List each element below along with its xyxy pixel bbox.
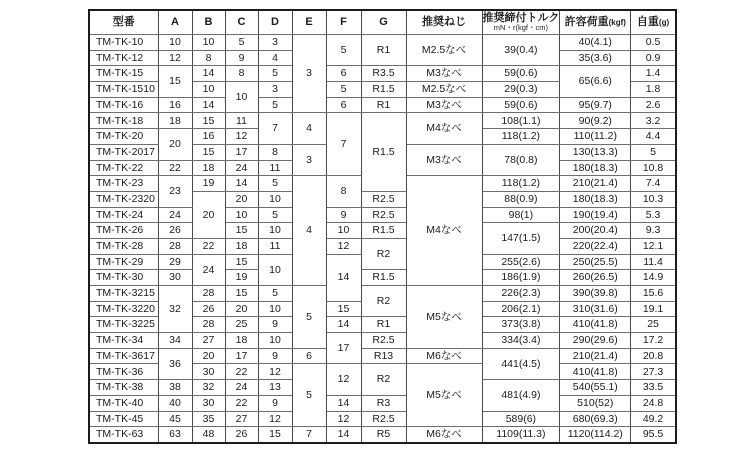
cell-load: 180(18.3) <box>560 160 631 176</box>
cell-b: 10 <box>192 35 225 51</box>
cell-load: 130(13.3) <box>560 144 631 160</box>
cell-model: TM-TK-12 <box>89 50 158 66</box>
cell-g: R1.5 <box>361 82 406 98</box>
cell-b: 15 <box>192 113 225 129</box>
cell-load: 540(55.1) <box>560 380 631 396</box>
cell-c: 17 <box>225 144 258 160</box>
cell-b: 19 <box>192 176 225 192</box>
cell-c: 15 <box>225 254 258 270</box>
cell-weight: 4.4 <box>631 129 676 145</box>
cell-b: 10 <box>192 82 225 98</box>
cell-c: 8 <box>225 66 258 82</box>
cell-weight: 11.4 <box>631 254 676 270</box>
cell-d: 10 <box>258 254 292 285</box>
cell-model: TM-TK-1510 <box>89 82 158 98</box>
cell-g: R1 <box>361 317 406 333</box>
cell-b: 28 <box>192 317 225 333</box>
cell-load: 410(41.8) <box>560 364 631 380</box>
spec-table <box>88 9 677 444</box>
cell-b: 16 <box>192 129 225 145</box>
cell-d: 10 <box>258 191 292 207</box>
cell-weight: 25 <box>631 317 676 333</box>
col-header-b: B <box>192 10 225 35</box>
weight-header-unit: (g) <box>658 17 670 27</box>
cell-model: TM-TK-18 <box>89 113 158 129</box>
cell-f: 12 <box>326 238 361 254</box>
cell-f: 14 <box>326 317 361 333</box>
cell-torque: 226(2.3) <box>482 286 560 302</box>
cell-g: R2.5 <box>361 207 406 223</box>
table-row <box>89 270 676 286</box>
cell-a: 10 <box>158 35 192 51</box>
cell-a: 22 <box>158 160 192 176</box>
cell-b: 22 <box>192 238 225 254</box>
col-header-weight <box>631 10 676 35</box>
cell-g: R1.5 <box>361 270 406 286</box>
cell-d: 12 <box>258 364 292 380</box>
cell-f: 5 <box>326 82 361 98</box>
cell-b: 20 <box>192 348 225 364</box>
table-row <box>89 35 676 51</box>
cell-load: 290(29.6) <box>560 333 631 349</box>
cell-c: 12 <box>225 129 258 145</box>
col-header-g: G <box>361 10 406 35</box>
cell-b: 28 <box>192 286 225 302</box>
cell-a: 30 <box>158 270 192 286</box>
cell-screw: M4なべ <box>406 176 482 286</box>
cell-torque: 78(0.8) <box>482 144 560 175</box>
cell-e: 5 <box>292 286 326 349</box>
cell-screw: M5なべ <box>406 364 482 427</box>
cell-c: 24 <box>225 160 258 176</box>
cell-weight: 20.8 <box>631 348 676 364</box>
cell-d: 12 <box>258 411 292 427</box>
spec-table-body <box>89 35 676 443</box>
cell-b: 32 <box>192 380 225 396</box>
cell-load: 260(26.5) <box>560 270 631 286</box>
header-row <box>89 10 676 35</box>
cell-b: 14 <box>192 66 225 82</box>
cell-g: R2 <box>361 238 406 269</box>
cell-d: 5 <box>258 176 292 192</box>
cell-e: 3 <box>292 35 326 113</box>
cell-load: 35(3.6) <box>560 50 631 66</box>
cell-load: 210(21.4) <box>560 176 631 192</box>
cell-weight: 5.3 <box>631 207 676 223</box>
cell-load: 1120(114.2) <box>560 427 631 443</box>
cell-f: 14 <box>326 427 361 443</box>
cell-load: 220(22.4) <box>560 238 631 254</box>
cell-torque: 334(3.4) <box>482 333 560 349</box>
cell-d: 5 <box>258 207 292 223</box>
cell-weight: 5 <box>631 144 676 160</box>
table-row <box>89 97 676 113</box>
cell-model: TM-TK-63 <box>89 427 158 443</box>
cell-c: 26 <box>225 427 258 443</box>
cell-screw: M2.5なべ <box>406 82 482 98</box>
cell-screw: M2.5なべ <box>406 35 482 66</box>
cell-g: R3 <box>361 395 406 411</box>
cell-d: 4 <box>258 50 292 66</box>
cell-d: 9 <box>258 348 292 364</box>
cell-load: 210(21.4) <box>560 348 631 364</box>
cell-c: 20 <box>225 301 258 317</box>
cell-f: 15 <box>326 301 361 317</box>
cell-weight: 15.6 <box>631 286 676 302</box>
cell-a: 15 <box>158 66 192 97</box>
col-header-model: 型番 <box>89 10 158 35</box>
cell-model: TM-TK-30 <box>89 270 158 286</box>
cell-a: 16 <box>158 97 192 113</box>
cell-b: 8 <box>192 50 225 66</box>
cell-g: R1.5 <box>361 223 406 239</box>
cell-f: 7 <box>326 113 361 176</box>
cell-a: 12 <box>158 50 192 66</box>
cell-load: 410(41.8) <box>560 317 631 333</box>
cell-model: TM-TK-24 <box>89 207 158 223</box>
cell-f: 10 <box>326 223 361 239</box>
cell-d: 9 <box>258 395 292 411</box>
cell-b: 14 <box>192 97 225 113</box>
cell-c: 18 <box>225 333 258 349</box>
cell-weight: 1.8 <box>631 82 676 98</box>
cell-g: R5 <box>361 427 406 443</box>
cell-a: 34 <box>158 333 192 349</box>
cell-b: 24 <box>192 254 225 285</box>
cell-f: 9 <box>326 207 361 223</box>
cell-weight: 1.4 <box>631 66 676 82</box>
cell-model: TM-TK-22 <box>89 160 158 176</box>
table-row <box>89 286 676 302</box>
cell-load: 180(18.3) <box>560 191 631 207</box>
cell-model: TM-TK-29 <box>89 254 158 270</box>
cell-load: 680(69.3) <box>560 411 631 427</box>
cell-f: 12 <box>326 411 361 427</box>
cell-c: 14 <box>225 176 258 192</box>
cell-f: 6 <box>326 66 361 82</box>
cell-d: 3 <box>258 82 292 98</box>
cell-model: TM-TK-3220 <box>89 301 158 317</box>
cell-torque: 589(6) <box>482 411 560 427</box>
cell-model: TM-TK-15 <box>89 66 158 82</box>
cell-load: 200(20.4) <box>560 223 631 239</box>
cell-load: 65(6.6) <box>560 66 631 97</box>
cell-e: 6 <box>292 348 326 364</box>
cell-model: TM-TK-28 <box>89 238 158 254</box>
cell-g: R1 <box>361 97 406 113</box>
cell-weight: 10.3 <box>631 191 676 207</box>
col-header-a: A <box>158 10 192 35</box>
cell-a: 23 <box>158 176 192 207</box>
cell-model: TM-TK-38 <box>89 380 158 396</box>
cell-c: 17 <box>225 348 258 364</box>
cell-weight: 7.4 <box>631 176 676 192</box>
cell-model: TM-TK-23 <box>89 176 158 192</box>
cell-d: 5 <box>258 97 292 113</box>
cell-load: 95(9.7) <box>560 97 631 113</box>
cell-model: TM-TK-40 <box>89 395 158 411</box>
cell-weight: 9.3 <box>631 223 676 239</box>
cell-d: 3 <box>258 35 292 51</box>
cell-g: R1 <box>361 35 406 66</box>
cell-d: 15 <box>258 427 292 443</box>
cell-c: 22 <box>225 395 258 411</box>
load-header-unit: (kgf) <box>608 17 626 27</box>
cell-c: 15 <box>225 286 258 302</box>
cell-a: 63 <box>158 427 192 443</box>
cell-c: 10 <box>225 207 258 223</box>
cell-screw: M3なべ <box>406 97 482 113</box>
cell-c: 27 <box>225 411 258 427</box>
cell-c: 10 <box>225 82 258 113</box>
cell-g: R2 <box>361 364 406 395</box>
cell-a: 18 <box>158 113 192 129</box>
cell-weight: 3.2 <box>631 113 676 129</box>
cell-b: 26 <box>192 301 225 317</box>
cell-d: 13 <box>258 380 292 396</box>
weight-header-title: 自重 <box>636 15 659 28</box>
cell-d: 11 <box>258 160 292 176</box>
cell-model: TM-TK-36 <box>89 364 158 380</box>
cell-f: 17 <box>326 333 361 364</box>
cell-e: 4 <box>292 113 326 144</box>
cell-torque: 206(2.1) <box>482 301 560 317</box>
cell-f: 12 <box>326 364 361 395</box>
cell-d: 9 <box>258 317 292 333</box>
cell-weight: 0.9 <box>631 50 676 66</box>
cell-torque: 255(2.6) <box>482 254 560 270</box>
cell-g: R3.5 <box>361 66 406 82</box>
cell-model: TM-TK-2320 <box>89 191 158 207</box>
cell-model: TM-TK-10 <box>89 35 158 51</box>
cell-b: 20 <box>192 191 225 238</box>
cell-d: 11 <box>258 238 292 254</box>
cell-load: 390(39.8) <box>560 286 631 302</box>
cell-e: 5 <box>292 364 326 427</box>
cell-weight: 49.2 <box>631 411 676 427</box>
torque-header-unit: mN・r(kgf・cm) <box>493 23 548 33</box>
table-row <box>89 207 676 223</box>
cell-weight: 95.5 <box>631 427 676 443</box>
cell-load: 310(31.6) <box>560 301 631 317</box>
cell-torque: 118(1.2) <box>482 176 560 192</box>
cell-b: 48 <box>192 427 225 443</box>
cell-model: TM-TK-2017 <box>89 144 158 160</box>
cell-weight: 12.1 <box>631 238 676 254</box>
cell-a: 20 <box>158 129 192 160</box>
cell-a: 40 <box>158 395 192 411</box>
col-header-torque <box>482 10 560 35</box>
cell-torque: 39(0.4) <box>482 35 560 66</box>
cell-load: 250(25.5) <box>560 254 631 270</box>
col-header-f: F <box>326 10 361 35</box>
cell-d: 10 <box>258 301 292 317</box>
cell-torque: 59(0.6) <box>482 66 560 82</box>
cell-g: R2 <box>361 286 406 317</box>
cell-torque: 481(4.9) <box>482 380 560 411</box>
cell-load: 510(52) <box>560 395 631 411</box>
col-header-e: E <box>292 10 326 35</box>
table-row <box>89 333 676 349</box>
cell-weight: 24.8 <box>631 395 676 411</box>
cell-weight: 33.5 <box>631 380 676 396</box>
load-header-title: 許容荷重 <box>564 15 609 28</box>
cell-c: 22 <box>225 364 258 380</box>
cell-c: 18 <box>225 238 258 254</box>
cell-f: 14 <box>326 254 361 301</box>
table-row <box>89 113 676 129</box>
cell-c: 5 <box>225 35 258 51</box>
cell-model: TM-TK-3215 <box>89 286 158 302</box>
cell-torque: 186(1.9) <box>482 270 560 286</box>
cell-g: R1.5 <box>361 113 406 191</box>
cell-g: R2.5 <box>361 191 406 207</box>
cell-g: R2.5 <box>361 333 406 349</box>
cell-a: 29 <box>158 254 192 270</box>
cell-weight: 19.1 <box>631 301 676 317</box>
cell-screw: M6なべ <box>406 427 482 443</box>
cell-f: 14 <box>326 395 361 411</box>
torque-header-title: 推奨締付トルク <box>482 11 560 24</box>
cell-torque: 29(0.3) <box>482 82 560 98</box>
col-header-load <box>560 10 631 35</box>
cell-f: 6 <box>326 97 361 113</box>
cell-torque: 98(1) <box>482 207 560 223</box>
cell-c: 20 <box>225 191 258 207</box>
cell-model: TM-TK-26 <box>89 223 158 239</box>
cell-model: TM-TK-45 <box>89 411 158 427</box>
cell-d: 10 <box>258 223 292 239</box>
cell-screw: M5なべ <box>406 286 482 349</box>
cell-b: 15 <box>192 144 225 160</box>
cell-g: R2.5 <box>361 411 406 427</box>
cell-b: 18 <box>192 160 225 176</box>
cell-screw: M4なべ <box>406 113 482 144</box>
cell-d: 10 <box>258 333 292 349</box>
table-row <box>89 411 676 427</box>
cell-weight: 17.2 <box>631 333 676 349</box>
cell-e: 3 <box>292 144 326 175</box>
cell-a: 28 <box>158 238 192 254</box>
cell-torque: 59(0.6) <box>482 97 560 113</box>
cell-a: 36 <box>158 348 192 379</box>
cell-c: 25 <box>225 317 258 333</box>
cell-c: 15 <box>225 223 258 239</box>
table-row <box>89 427 676 443</box>
cell-d: 5 <box>258 286 292 302</box>
cell-b: 35 <box>192 411 225 427</box>
table-row <box>89 395 676 411</box>
cell-torque: 147(1.5) <box>482 223 560 254</box>
cell-e: 7 <box>292 427 326 443</box>
cell-torque: 118(1.2) <box>482 129 560 145</box>
cell-d: 8 <box>258 144 292 160</box>
cell-model: TM-TK-3617 <box>89 348 158 364</box>
cell-model: TM-TK-34 <box>89 333 158 349</box>
col-header-screw: 推奨ねじ <box>406 10 482 35</box>
cell-b: 30 <box>192 364 225 380</box>
cell-torque: 108(1.1) <box>482 113 560 129</box>
cell-a: 38 <box>158 380 192 396</box>
cell-torque: 1109(11.3) <box>482 427 560 443</box>
cell-f: 8 <box>326 176 361 207</box>
cell-model: TM-TK-20 <box>89 129 158 145</box>
cell-model: TM-TK-3225 <box>89 317 158 333</box>
cell-screw: M3なべ <box>406 66 482 82</box>
cell-c: 19 <box>225 270 258 286</box>
col-header-d: D <box>258 10 292 35</box>
cell-load: 40(4.1) <box>560 35 631 51</box>
table-row <box>89 66 676 82</box>
cell-torque: 88(0.9) <box>482 191 560 207</box>
cell-weight: 10.8 <box>631 160 676 176</box>
cell-torque: 373(3.8) <box>482 317 560 333</box>
table-row <box>89 238 676 254</box>
cell-d: 7 <box>258 113 292 144</box>
cell-load: 110(11.2) <box>560 129 631 145</box>
cell-a: 26 <box>158 223 192 239</box>
cell-g: R13 <box>361 348 406 364</box>
cell-c: 24 <box>225 380 258 396</box>
cell-d: 5 <box>258 66 292 82</box>
table-row <box>89 348 676 364</box>
cell-screw: M6なべ <box>406 348 482 364</box>
cell-a: 32 <box>158 286 192 333</box>
cell-b: 30 <box>192 395 225 411</box>
cell-weight: 0.5 <box>631 35 676 51</box>
cell-weight: 2.6 <box>631 97 676 113</box>
cell-c: 9 <box>225 50 258 66</box>
cell-c: 11 <box>225 113 258 129</box>
col-header-c: C <box>225 10 258 35</box>
cell-e: 4 <box>292 176 326 286</box>
cell-screw: M3なべ <box>406 144 482 175</box>
cell-f: 5 <box>326 35 361 66</box>
cell-a: 45 <box>158 411 192 427</box>
cell-model: TM-TK-16 <box>89 97 158 113</box>
cell-load: 90(9.2) <box>560 113 631 129</box>
cell-load: 190(19.4) <box>560 207 631 223</box>
table-row <box>89 223 676 239</box>
cell-weight: 14.9 <box>631 270 676 286</box>
cell-a: 24 <box>158 207 192 223</box>
cell-b: 27 <box>192 333 225 349</box>
cell-torque: 441(4.5) <box>482 348 560 379</box>
cell-weight: 27.3 <box>631 364 676 380</box>
